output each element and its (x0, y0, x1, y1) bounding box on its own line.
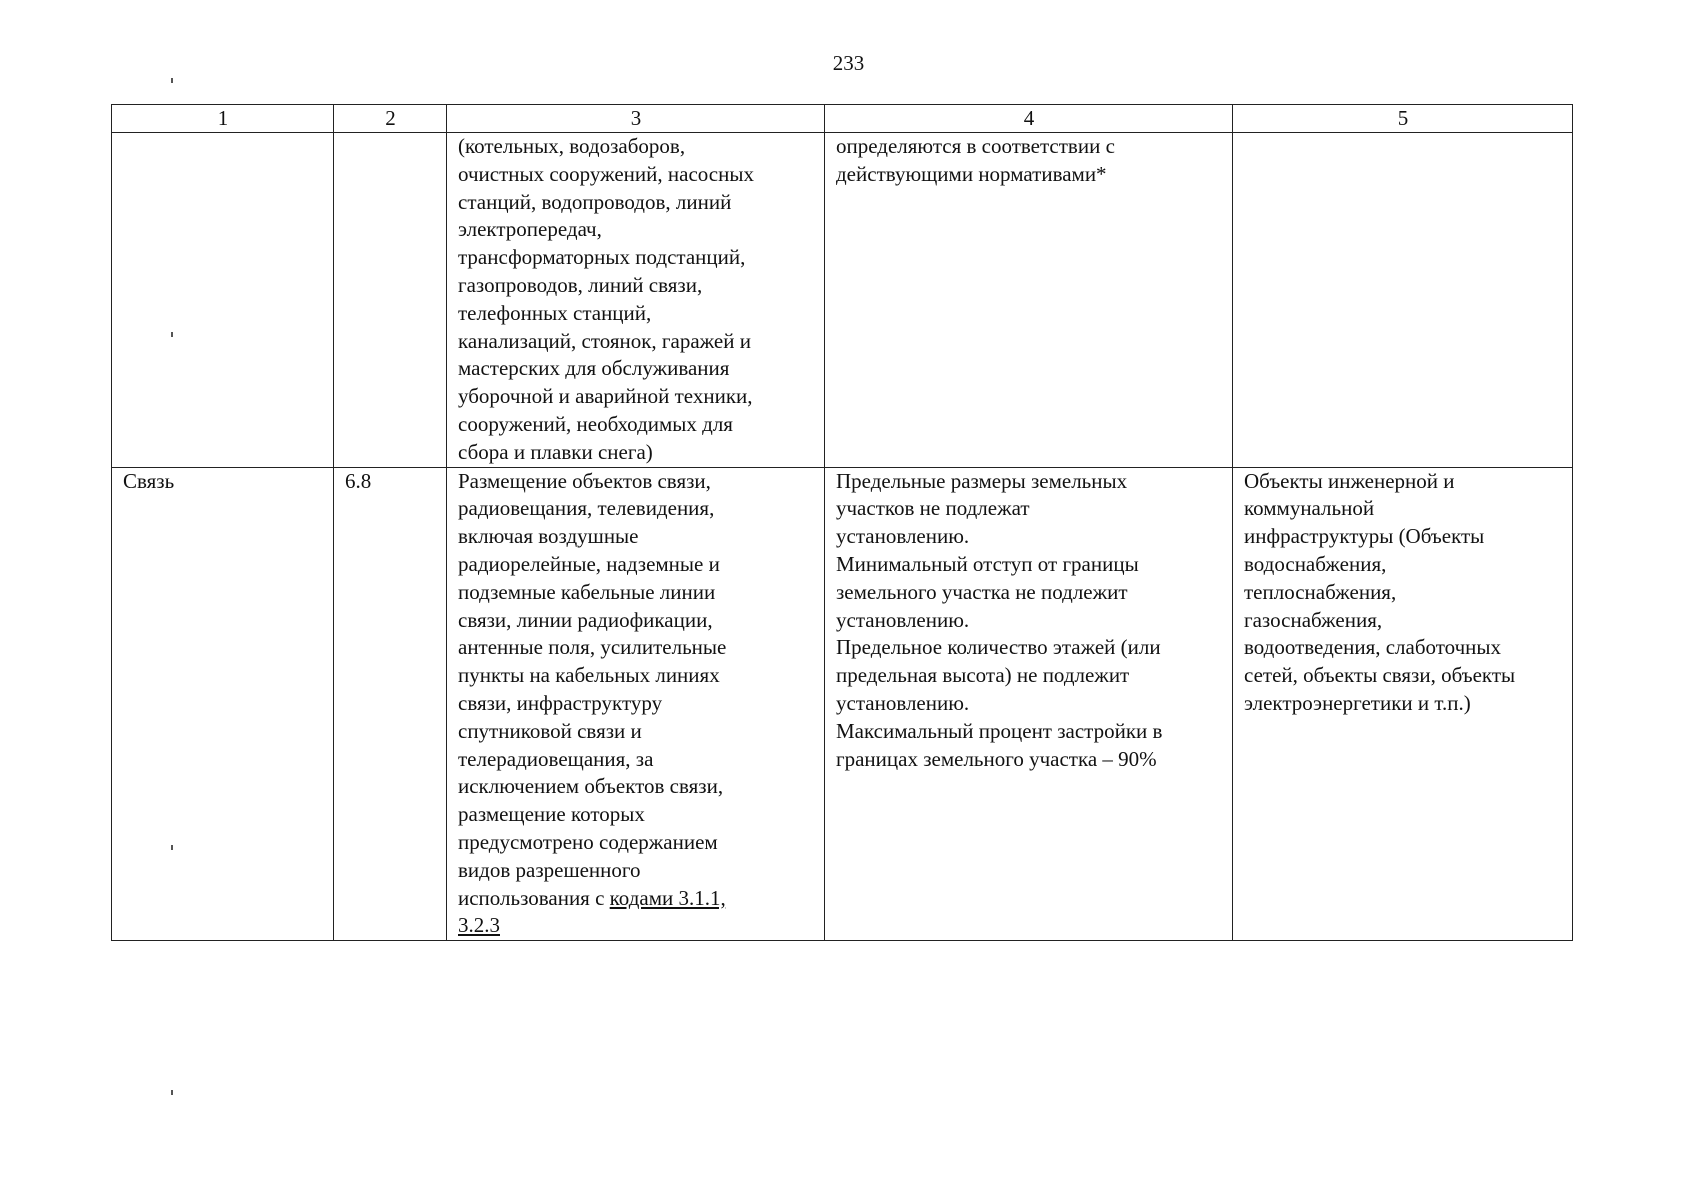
table-row (112, 133, 1573, 468)
description-cell: (котельных, водозаборов, очистных сооружений, насосных станций, водопроводов, линий электропередач, трансформаторных подстанций, газопроводов, линий связи, телефонных станций, канализаций, стоянок, гаражей и мастерских для обслуживания уборочной и аварийной техники, сооружений, необходимых для сбора и плавки снега) (447, 133, 825, 468)
use-type-cell: Связь (112, 467, 334, 941)
header-cell-2: 2 (334, 105, 447, 133)
code-cell: 6.8 (334, 467, 447, 941)
description-text: Размещение объектов связи, радиовещания, телевидения, включая воздушные радиорелейные, надземные и подземные кабельные линии связи, линии радиофикации, антенные поля, усилительные пункты на кабельных линиях связи, инфраструктуру спутниковой связи и телерадиовещания, за исключением объектов связи, размещение которых предусмотрено содержанием видов разрешенного использования с (458, 468, 727, 910)
codes-link[interactable]: кодами 3.1.1, 3.2.3 (458, 885, 726, 938)
scan-speck (171, 845, 173, 850)
use-type-cell (112, 133, 334, 468)
page-number: 233 (832, 51, 865, 75)
table-row (112, 467, 1573, 941)
header-cell-3: 3 (447, 105, 825, 133)
scan-speck (171, 78, 173, 83)
code-cell (334, 133, 447, 468)
scan-speck (171, 332, 173, 337)
table-header-row (112, 105, 1573, 133)
related-objects-cell (1233, 133, 1573, 468)
header-cell-1: 1 (112, 105, 334, 133)
related-objects-cell: Объекты инженерной и коммунальной инфраструктуры (Объекты водоснабжения, теплоснабжения, газоснабжения, водоотведения, слаботочных сетей, объекты связи, объекты электроэнергетики и т.п.) (1233, 467, 1573, 941)
zoning-table (111, 104, 1573, 941)
scan-speck (171, 1090, 173, 1095)
parameters-cell: Предельные размеры земельных участков не подлежат установлению. Минимальный отступ от границы земельного участка не подлежит установлению. Предельное количество этажей (или предельная высота) не подлежит установлению. Максимальный процент застройки в границах земельного участка – 90% (825, 467, 1233, 941)
description-cell (447, 467, 825, 941)
parameters-cell: определяются в соответствии с действующими нормативами* (825, 133, 1233, 468)
header-cell-5: 5 (1233, 105, 1573, 133)
header-cell-4: 4 (825, 105, 1233, 133)
